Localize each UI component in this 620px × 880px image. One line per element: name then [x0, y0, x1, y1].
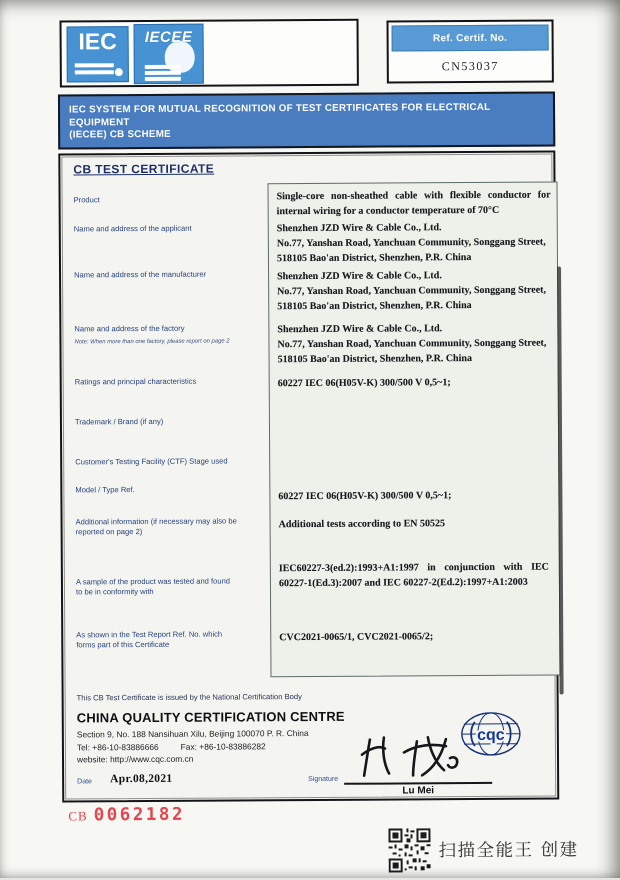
cqc-logo-text: cqc: [477, 727, 505, 744]
manufacturer-address1: No.77, Yanshan Road, Yanchuan Community, Songgang Street,: [277, 283, 551, 300]
ratings-value: 60227 IEC 06(H05V-K) 300/500 V 0,5~1;: [278, 375, 552, 392]
model-value: 60227 IEC 06(H05V-K) 300/500 V 0,5~1;: [278, 488, 552, 505]
iecee-logo-text: IECEE: [135, 29, 203, 46]
label-manufacturer: Name and address of the manufacturer: [74, 269, 266, 280]
label-product: Product: [74, 194, 266, 205]
label-conformity: A sample of the product was tested and found to be in conformity with: [76, 576, 268, 597]
manufacturer-name: Shenzhen JZD Wire & Cable Co., Ltd.: [277, 268, 551, 285]
ref-certif-number: CN53037: [389, 59, 552, 75]
signatory-name: Lu Mei: [344, 785, 492, 797]
values-box: [267, 181, 560, 677]
scheme-banner-line1: IEC SYSTEM FOR MUTUAL RECOGNITION OF TEST CERTIFICATES FOR ELECTRICAL EQUIPMENT: [69, 102, 544, 130]
certification-body-telfax: [77, 741, 288, 752]
applicant-address1: No.77, Yanshan Road, Yanchuan Community, Songgang Street,: [277, 235, 551, 252]
header-logo-box: [59, 19, 358, 88]
qr-code: [388, 828, 430, 872]
label-ratings: Ratings and principal characteristics: [75, 376, 267, 387]
cqc-logo: [460, 711, 522, 757]
label-model: Model / Type Ref.: [75, 484, 267, 495]
certification-body-name: CHINA QUALITY CERTIFICATION CENTRE: [77, 709, 345, 726]
certification-body-address: Section 9, No. 188 Nansihuan Xilu, Beijing 100070 P. R. China: [77, 728, 309, 739]
product-value: Single-core non-sheathed cable with flexible conductor for internal wiring for a conductor temperature of 70°C: [277, 188, 551, 220]
iecee-logo: [134, 24, 204, 84]
label-ctf: Customer's Testing Facility (CTF) Stage used: [75, 456, 267, 467]
applicant-value: [277, 220, 551, 267]
camscanner-watermark: 扫描全能王 创建: [438, 836, 578, 862]
ref-certif-box: [387, 20, 554, 84]
label-applicant: Name and address of the applicant: [74, 223, 266, 234]
factory-name: Shenzhen JZD Wire & Cable Co., Ltd.: [277, 321, 551, 338]
applicant-name: Shenzhen JZD Wire & Cable Co., Ltd.: [277, 220, 551, 237]
cb-serial-number: [68, 805, 185, 826]
issued-by-statement: This CB Test Certificate is issued by the National Certification Body: [77, 692, 302, 702]
certification-body-website: website: http://www.cqc.com.cn: [77, 754, 193, 765]
date-label: Date: [77, 778, 92, 785]
cb-digits: 0062182: [94, 805, 185, 826]
scheme-banner: [58, 91, 555, 149]
tel-number: Tel: +86-10-83886666: [77, 742, 159, 752]
test-report-value: CVC2021-0065/1, CVC2021-0065/2;: [279, 629, 553, 646]
iec-logo-dot: [115, 68, 123, 76]
scheme-banner-line2: (IECEE) CB SCHEME: [69, 127, 544, 142]
factory-value: [277, 321, 551, 368]
additional-info-value: Additional tests according to EN 50525: [279, 516, 553, 533]
label-factory: Name and address of the factory: [74, 323, 266, 334]
cb-prefix: CB: [68, 808, 87, 823]
date-value: Apr.08,2021: [110, 773, 172, 785]
factory-note: Note: When more than one factory, please report on page 2: [74, 338, 274, 345]
label-additional-info: Additional information (if necessary may also be reported on page 2): [76, 516, 268, 537]
label-test-report: As shown in the Test Report Ref. No. which forms part of this Certificate: [76, 629, 268, 650]
label-trademark: Trademark / Brand (if any): [75, 416, 267, 427]
signature-label: Signature: [308, 776, 338, 783]
conformity-value: IEC60227-3(ed.2):1993+A1:1997 in conjunction with IEC 60227-1(Ed.3):2007 and IEC 60227-2(Ed.2):1997+A1:2003: [279, 560, 549, 592]
iec-logo-text: IEC: [68, 28, 128, 55]
fax-number: Fax: +86-10-83886282: [181, 741, 266, 752]
iec-logo: [67, 26, 129, 82]
ref-certif-label: Ref. Certif. No.: [392, 25, 549, 52]
certificate-frame: [58, 150, 559, 802]
applicant-address2: 518105 Bao'an District, Shenzhen, P.R. China: [277, 250, 551, 267]
factory-address2: 518105 Bao'an District, Shenzhen, P.R. China: [278, 351, 552, 368]
certificate-title: CB TEST CERTIFICATE: [73, 162, 214, 177]
manufacturer-value: [277, 268, 551, 315]
manufacturer-address2: 518105 Bao'an District, Shenzhen, P.R. China: [277, 298, 551, 315]
factory-address1: No.77, Yanshan Road, Yanchuan Community, Songgang Street,: [277, 336, 551, 353]
